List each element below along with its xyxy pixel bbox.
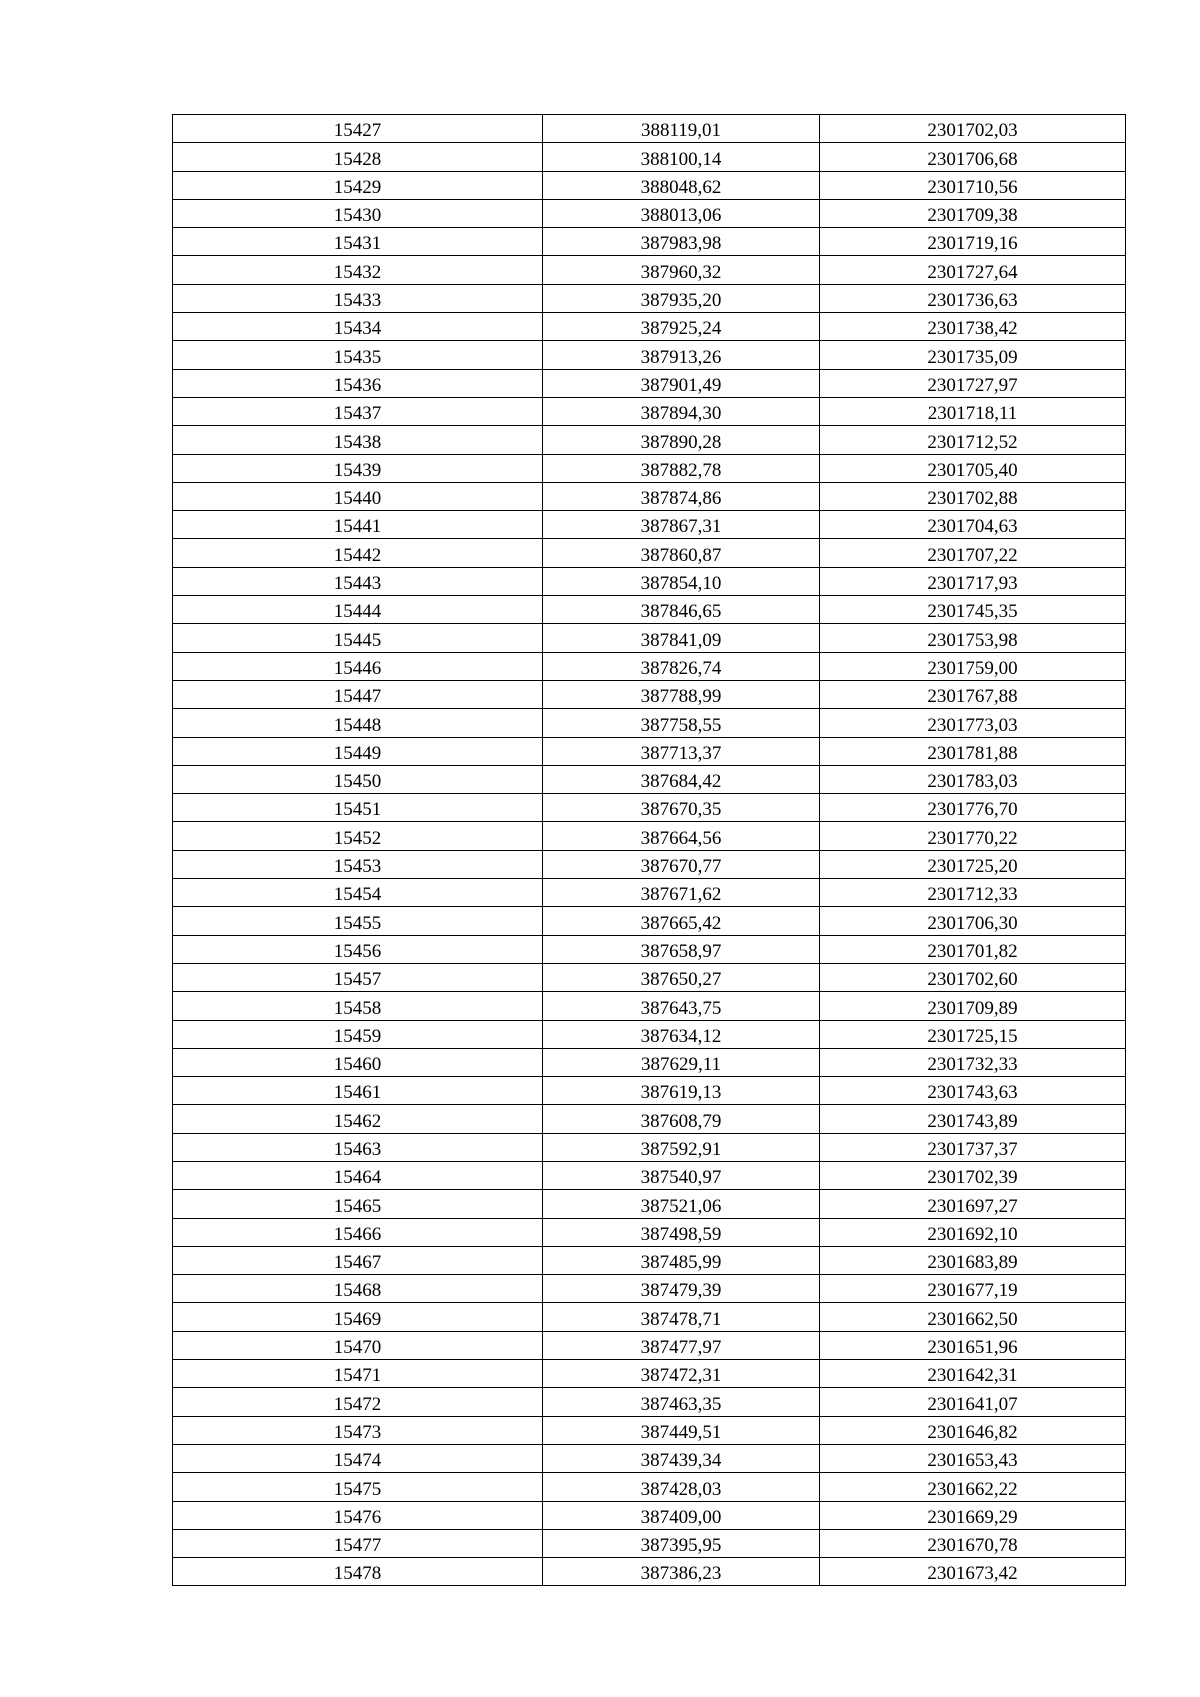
y-coordinate-cell: 2301702,60 <box>820 963 1126 991</box>
x-coordinate-cell: 387386,23 <box>543 1558 820 1586</box>
x-coordinate-cell: 387472,31 <box>543 1360 820 1388</box>
point-number-cell: 15448 <box>173 709 543 737</box>
x-coordinate-cell: 387684,42 <box>543 765 820 793</box>
y-coordinate-cell: 2301706,30 <box>820 907 1126 935</box>
y-coordinate-cell: 2301725,15 <box>820 1020 1126 1048</box>
table-row <box>173 1190 1126 1218</box>
y-coordinate-cell: 2301709,38 <box>820 199 1126 227</box>
y-coordinate-cell: 2301738,42 <box>820 313 1126 341</box>
point-number-cell: 15464 <box>173 1161 543 1189</box>
x-coordinate-cell: 387960,32 <box>543 256 820 284</box>
table-row <box>173 765 1126 793</box>
y-coordinate-cell: 2301753,98 <box>820 624 1126 652</box>
x-coordinate-cell: 387463,35 <box>543 1388 820 1416</box>
point-number-cell: 15442 <box>173 539 543 567</box>
point-number-cell: 15460 <box>173 1048 543 1076</box>
point-number-cell: 15478 <box>173 1558 543 1586</box>
table-row <box>173 228 1126 256</box>
point-number-cell: 15475 <box>173 1473 543 1501</box>
x-coordinate-cell: 387478,71 <box>543 1303 820 1331</box>
table-row <box>173 567 1126 595</box>
point-number-cell: 15477 <box>173 1529 543 1557</box>
y-coordinate-cell: 2301710,56 <box>820 171 1126 199</box>
point-number-cell: 15458 <box>173 992 543 1020</box>
y-coordinate-cell: 2301646,82 <box>820 1416 1126 1444</box>
x-coordinate-cell: 387758,55 <box>543 709 820 737</box>
point-number-cell: 15450 <box>173 765 543 793</box>
x-coordinate-cell: 387395,95 <box>543 1529 820 1557</box>
table-row <box>173 1161 1126 1189</box>
table-row <box>173 199 1126 227</box>
y-coordinate-cell: 2301697,27 <box>820 1190 1126 1218</box>
y-coordinate-cell: 2301725,20 <box>820 850 1126 878</box>
point-number-cell: 15445 <box>173 624 543 652</box>
x-coordinate-cell: 387846,65 <box>543 596 820 624</box>
y-coordinate-cell: 2301783,03 <box>820 765 1126 793</box>
x-coordinate-cell: 387788,99 <box>543 680 820 708</box>
table-row <box>173 1077 1126 1105</box>
y-coordinate-cell: 2301735,09 <box>820 341 1126 369</box>
table-row <box>173 1360 1126 1388</box>
table-row <box>173 1303 1126 1331</box>
x-coordinate-cell: 387925,24 <box>543 313 820 341</box>
point-number-cell: 15446 <box>173 652 543 680</box>
y-coordinate-cell: 2301709,89 <box>820 992 1126 1020</box>
y-coordinate-cell: 2301737,37 <box>820 1133 1126 1161</box>
point-number-cell: 15462 <box>173 1105 543 1133</box>
y-coordinate-cell: 2301702,88 <box>820 482 1126 510</box>
table-row <box>173 963 1126 991</box>
table-row <box>173 1529 1126 1557</box>
point-number-cell: 15468 <box>173 1275 543 1303</box>
coordinates-table <box>172 114 1126 1586</box>
y-coordinate-cell: 2301662,50 <box>820 1303 1126 1331</box>
table-row <box>173 822 1126 850</box>
y-coordinate-cell: 2301727,64 <box>820 256 1126 284</box>
x-coordinate-cell: 387485,99 <box>543 1246 820 1274</box>
x-coordinate-cell: 387894,30 <box>543 397 820 425</box>
table-row <box>173 454 1126 482</box>
point-number-cell: 15434 <box>173 313 543 341</box>
point-number-cell: 15457 <box>173 963 543 991</box>
table-row <box>173 624 1126 652</box>
table-row <box>173 1020 1126 1048</box>
x-coordinate-cell: 388100,14 <box>543 143 820 171</box>
point-number-cell: 15441 <box>173 511 543 539</box>
x-coordinate-cell: 387901,49 <box>543 369 820 397</box>
y-coordinate-cell: 2301653,43 <box>820 1444 1126 1472</box>
point-number-cell: 15473 <box>173 1416 543 1444</box>
x-coordinate-cell: 387670,35 <box>543 794 820 822</box>
x-coordinate-cell: 387935,20 <box>543 284 820 312</box>
x-coordinate-cell: 387428,03 <box>543 1473 820 1501</box>
x-coordinate-cell: 387670,77 <box>543 850 820 878</box>
y-coordinate-cell: 2301781,88 <box>820 737 1126 765</box>
table-row <box>173 256 1126 284</box>
table-row <box>173 1246 1126 1274</box>
y-coordinate-cell: 2301704,63 <box>820 511 1126 539</box>
x-coordinate-cell: 387671,62 <box>543 879 820 907</box>
x-coordinate-cell: 387608,79 <box>543 1105 820 1133</box>
x-coordinate-cell: 387664,56 <box>543 822 820 850</box>
point-number-cell: 15449 <box>173 737 543 765</box>
table-row <box>173 652 1126 680</box>
point-number-cell: 15456 <box>173 935 543 963</box>
x-coordinate-cell: 387860,87 <box>543 539 820 567</box>
point-number-cell: 15428 <box>173 143 543 171</box>
y-coordinate-cell: 2301702,03 <box>820 115 1126 143</box>
table-row <box>173 596 1126 624</box>
table-row <box>173 426 1126 454</box>
y-coordinate-cell: 2301773,03 <box>820 709 1126 737</box>
y-coordinate-cell: 2301673,42 <box>820 1558 1126 1586</box>
point-number-cell: 15469 <box>173 1303 543 1331</box>
table-row <box>173 1331 1126 1359</box>
x-coordinate-cell: 387479,39 <box>543 1275 820 1303</box>
x-coordinate-cell: 387867,31 <box>543 511 820 539</box>
x-coordinate-cell: 387983,98 <box>543 228 820 256</box>
x-coordinate-cell: 387439,34 <box>543 1444 820 1472</box>
table-row <box>173 1558 1126 1586</box>
y-coordinate-cell: 2301776,70 <box>820 794 1126 822</box>
x-coordinate-cell: 387477,97 <box>543 1331 820 1359</box>
point-number-cell: 15461 <box>173 1077 543 1105</box>
point-number-cell: 15465 <box>173 1190 543 1218</box>
x-coordinate-cell: 387890,28 <box>543 426 820 454</box>
y-coordinate-cell: 2301717,93 <box>820 567 1126 595</box>
point-number-cell: 15444 <box>173 596 543 624</box>
table-row <box>173 879 1126 907</box>
x-coordinate-cell: 387826,74 <box>543 652 820 680</box>
y-coordinate-cell: 2301669,29 <box>820 1501 1126 1529</box>
point-number-cell: 15476 <box>173 1501 543 1529</box>
y-coordinate-cell: 2301736,63 <box>820 284 1126 312</box>
table-row <box>173 1444 1126 1472</box>
x-coordinate-cell: 387540,97 <box>543 1161 820 1189</box>
x-coordinate-cell: 387521,06 <box>543 1190 820 1218</box>
x-coordinate-cell: 388048,62 <box>543 171 820 199</box>
y-coordinate-cell: 2301745,35 <box>820 596 1126 624</box>
x-coordinate-cell: 387650,27 <box>543 963 820 991</box>
point-number-cell: 15432 <box>173 256 543 284</box>
x-coordinate-cell: 387634,12 <box>543 1020 820 1048</box>
table-row <box>173 850 1126 878</box>
x-coordinate-cell: 387713,37 <box>543 737 820 765</box>
table-row <box>173 143 1126 171</box>
point-number-cell: 15467 <box>173 1246 543 1274</box>
point-number-cell: 15436 <box>173 369 543 397</box>
point-number-cell: 15429 <box>173 171 543 199</box>
table-row <box>173 1275 1126 1303</box>
point-number-cell: 15466 <box>173 1218 543 1246</box>
point-number-cell: 15463 <box>173 1133 543 1161</box>
table-row <box>173 171 1126 199</box>
x-coordinate-cell: 387643,75 <box>543 992 820 1020</box>
x-coordinate-cell: 387841,09 <box>543 624 820 652</box>
y-coordinate-cell: 2301662,22 <box>820 1473 1126 1501</box>
y-coordinate-cell: 2301641,07 <box>820 1388 1126 1416</box>
point-number-cell: 15451 <box>173 794 543 822</box>
y-coordinate-cell: 2301677,19 <box>820 1275 1126 1303</box>
point-number-cell: 15440 <box>173 482 543 510</box>
table-row <box>173 737 1126 765</box>
y-coordinate-cell: 2301701,82 <box>820 935 1126 963</box>
table-row <box>173 1105 1126 1133</box>
table-row <box>173 511 1126 539</box>
y-coordinate-cell: 2301732,33 <box>820 1048 1126 1076</box>
y-coordinate-cell: 2301670,78 <box>820 1529 1126 1557</box>
point-number-cell: 15455 <box>173 907 543 935</box>
table-row <box>173 709 1126 737</box>
x-coordinate-cell: 387498,59 <box>543 1218 820 1246</box>
y-coordinate-cell: 2301743,63 <box>820 1077 1126 1105</box>
table-row <box>173 935 1126 963</box>
table-row <box>173 907 1126 935</box>
table-row <box>173 1133 1126 1161</box>
point-number-cell: 15459 <box>173 1020 543 1048</box>
y-coordinate-cell: 2301712,33 <box>820 879 1126 907</box>
y-coordinate-cell: 2301719,16 <box>820 228 1126 256</box>
table-row <box>173 680 1126 708</box>
x-coordinate-cell: 388119,01 <box>543 115 820 143</box>
point-number-cell: 15474 <box>173 1444 543 1472</box>
y-coordinate-cell: 2301706,68 <box>820 143 1126 171</box>
x-coordinate-cell: 387665,42 <box>543 907 820 935</box>
point-number-cell: 15438 <box>173 426 543 454</box>
point-number-cell: 15447 <box>173 680 543 708</box>
y-coordinate-cell: 2301702,39 <box>820 1161 1126 1189</box>
x-coordinate-cell: 387854,10 <box>543 567 820 595</box>
point-number-cell: 15453 <box>173 850 543 878</box>
x-coordinate-cell: 387882,78 <box>543 454 820 482</box>
y-coordinate-cell: 2301759,00 <box>820 652 1126 680</box>
x-coordinate-cell: 387409,00 <box>543 1501 820 1529</box>
point-number-cell: 15439 <box>173 454 543 482</box>
x-coordinate-cell: 387592,91 <box>543 1133 820 1161</box>
x-coordinate-cell: 387913,26 <box>543 341 820 369</box>
table-row <box>173 539 1126 567</box>
point-number-cell: 15471 <box>173 1360 543 1388</box>
point-number-cell: 15437 <box>173 397 543 425</box>
point-number-cell: 15472 <box>173 1388 543 1416</box>
x-coordinate-cell: 388013,06 <box>543 199 820 227</box>
table-row <box>173 1218 1126 1246</box>
y-coordinate-cell: 2301718,11 <box>820 397 1126 425</box>
y-coordinate-cell: 2301770,22 <box>820 822 1126 850</box>
point-number-cell: 15452 <box>173 822 543 850</box>
table-row <box>173 482 1126 510</box>
y-coordinate-cell: 2301707,22 <box>820 539 1126 567</box>
y-coordinate-cell: 2301727,97 <box>820 369 1126 397</box>
table-row <box>173 1048 1126 1076</box>
x-coordinate-cell: 387874,86 <box>543 482 820 510</box>
table-row <box>173 284 1126 312</box>
x-coordinate-cell: 387658,97 <box>543 935 820 963</box>
x-coordinate-cell: 387619,13 <box>543 1077 820 1105</box>
table-row <box>173 369 1126 397</box>
table-row <box>173 1388 1126 1416</box>
y-coordinate-cell: 2301743,89 <box>820 1105 1126 1133</box>
point-number-cell: 15430 <box>173 199 543 227</box>
y-coordinate-cell: 2301767,88 <box>820 680 1126 708</box>
table-row <box>173 115 1126 143</box>
y-coordinate-cell: 2301683,89 <box>820 1246 1126 1274</box>
y-coordinate-cell: 2301642,31 <box>820 1360 1126 1388</box>
table-row <box>173 397 1126 425</box>
point-number-cell: 15470 <box>173 1331 543 1359</box>
table-row <box>173 992 1126 1020</box>
y-coordinate-cell: 2301712,52 <box>820 426 1126 454</box>
point-number-cell: 15427 <box>173 115 543 143</box>
point-number-cell: 15443 <box>173 567 543 595</box>
coordinates-table-body <box>173 115 1126 1586</box>
table-row <box>173 341 1126 369</box>
table-row <box>173 1473 1126 1501</box>
x-coordinate-cell: 387629,11 <box>543 1048 820 1076</box>
table-row <box>173 1416 1126 1444</box>
y-coordinate-cell: 2301705,40 <box>820 454 1126 482</box>
point-number-cell: 15435 <box>173 341 543 369</box>
y-coordinate-cell: 2301692,10 <box>820 1218 1126 1246</box>
table-row <box>173 1501 1126 1529</box>
point-number-cell: 15431 <box>173 228 543 256</box>
y-coordinate-cell: 2301651,96 <box>820 1331 1126 1359</box>
x-coordinate-cell: 387449,51 <box>543 1416 820 1444</box>
table-row <box>173 313 1126 341</box>
point-number-cell: 15433 <box>173 284 543 312</box>
point-number-cell: 15454 <box>173 879 543 907</box>
table-row <box>173 794 1126 822</box>
